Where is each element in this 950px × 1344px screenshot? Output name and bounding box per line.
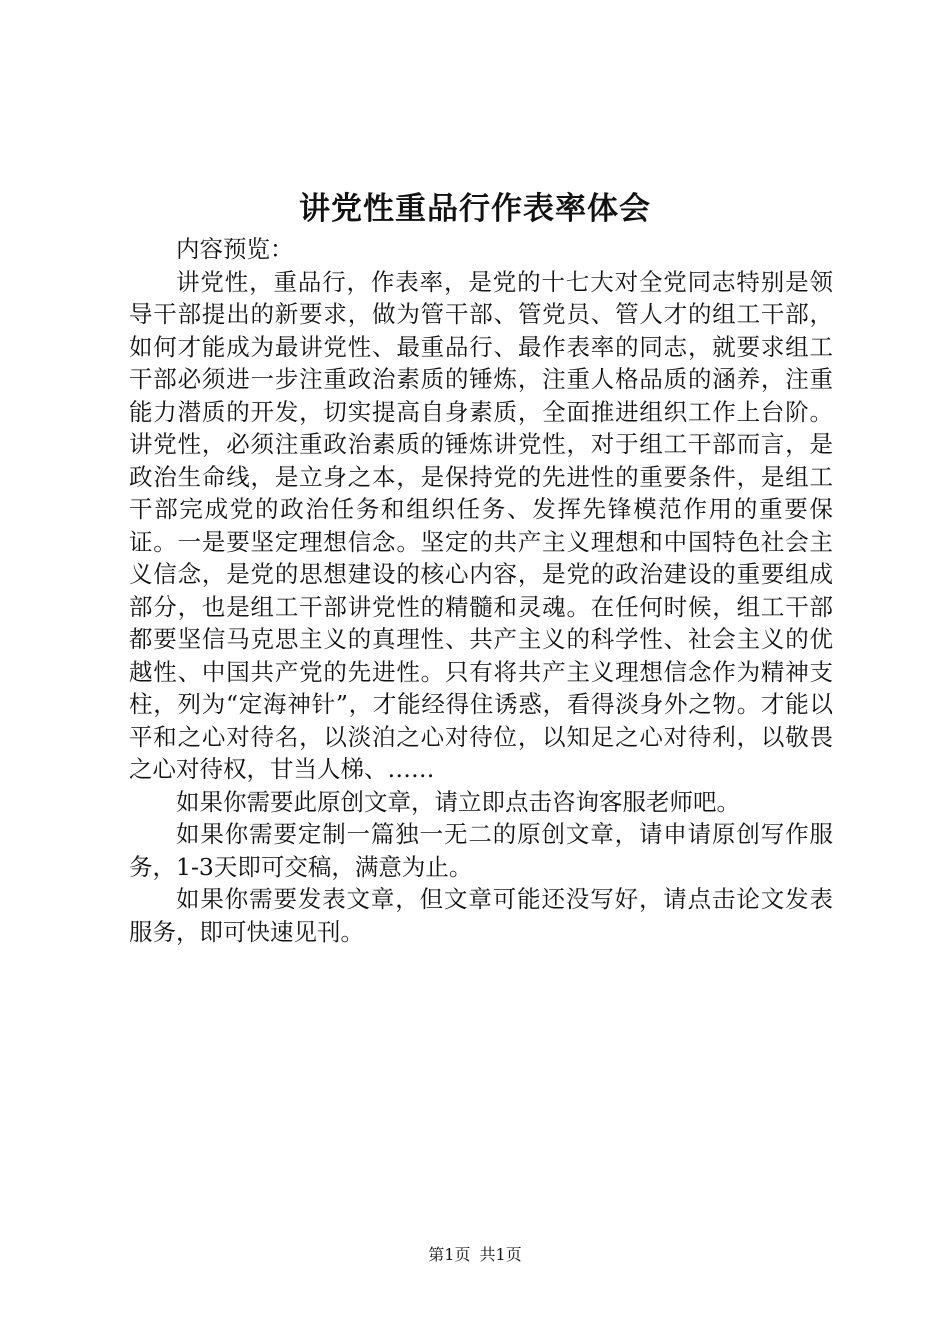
document-title: 讲党性重品行作表率体会 (299, 191, 651, 227)
publish-paragraph[interactable]: 如果你需要发表文章，但文章可能还没写好，请点击论文发表服务，即可快速见刊。 (129, 885, 833, 946)
consult-paragraph[interactable]: 如果你需要此原创文章，请立即点击咨询客服老师吧。 (176, 787, 740, 816)
document-body (129, 233, 833, 948)
page-number-total: 共1页 (479, 1245, 522, 1264)
page-number-current: 第1页 (428, 1245, 471, 1264)
preview-label: 内容预览： (176, 235, 294, 263)
custom-writing-paragraph[interactable]: 如果你需要定制一篇独一无二的原创文章，请申请原创写作服务，1-3天即可交稿，满意为止。 (129, 820, 833, 881)
main-paragraph: 讲党性，重品行，作表率，是党的十七大对全党同志特别是领导干部提出的新要求，做为管干部、管党员、管人才的组工干部，如何才能成为最讲党性、最重品行、最作表率的同志，就要求组工干部必须进一步注重政治素质的锤炼，注重人格品质的涵养，注重能力潜质的开发，切实提高自身素质，全面推进组织工作上台阶。讲党性，必须注重政治素质的锤炼讲党性，对于组工干部而言，是政治生命线，是立身之本，是保持党的先进性的重要条件，是组工干部完成党的政治任务和组织任务、发挥先锋模范作用的重要保证。一是要坚定理想信念。坚定的共产主义理想和中国特色社会主义信念，是党的思想建设的核心内容，是党的政治建设的重要组成部分，也是组工干部讲党性的精髓和灵魂。在任何时候，组工干部都要坚信马克思主义的真理性、共产主义的科学性、社会主义的优越性、中国共产党的先进性。只有将共产主义理想信念作为精神支柱，列为“定海神针”，才能经得住诱惑，看得淡身外之物。才能以平和之心对待名，以淡泊之心对待位，以知足之心对待利，以敬畏之心对待权，甘当人梯、…… (129, 267, 833, 783)
page-footer (0, 1244, 950, 1266)
